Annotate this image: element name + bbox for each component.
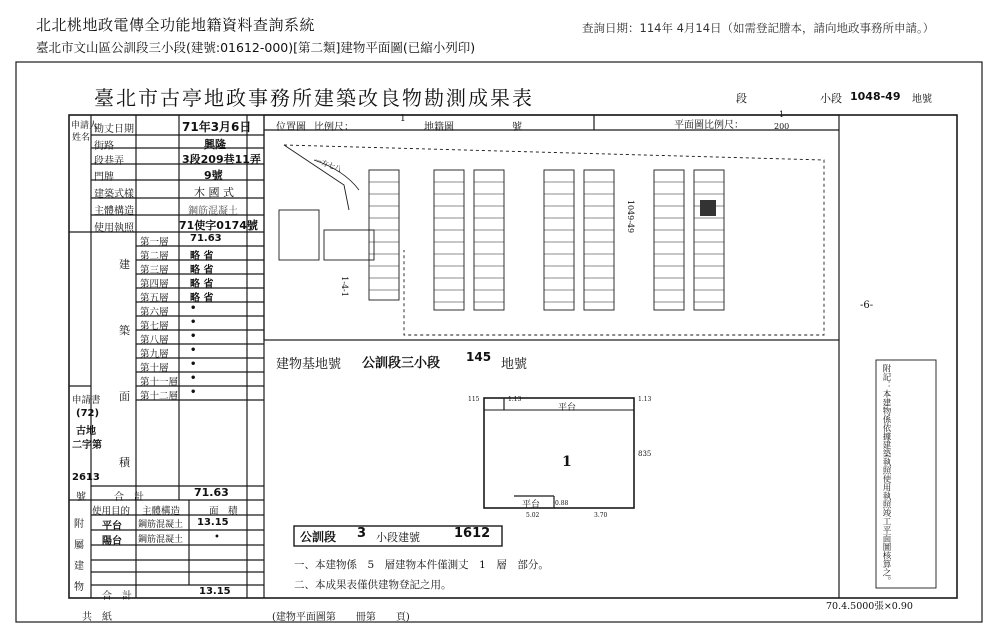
street-value: 興隆	[204, 138, 226, 151]
name-header: 姓名	[72, 133, 91, 143]
lane-label: 段巷弄	[94, 156, 124, 167]
floor-area-value: •	[190, 303, 197, 314]
map-north-annotation: 一方七八	[313, 156, 343, 174]
annex-row-1-structure: 鋼筋混凝土	[138, 520, 184, 530]
base-suffix: 地號	[501, 357, 528, 372]
dim-bottom-b: 3.70	[594, 512, 608, 519]
annex-header-use: 使用目的	[92, 506, 131, 517]
annex-row-2-use: 陽台	[102, 536, 122, 547]
footer-reference: (建物平面圖第 冊第 頁)	[272, 612, 410, 623]
query-date: 查詢日期：114年 4月14日（如需登記謄本，請向地政事務所申請。）	[582, 21, 935, 35]
footer-print-code: 70.4.5000張×0.90	[826, 601, 913, 612]
applicant-line-3: 二字第	[72, 440, 102, 451]
floor-label: 第十層	[140, 363, 169, 374]
floor-label: 第二層	[140, 251, 169, 262]
side-mark: -6-	[860, 300, 874, 311]
floor-plan-bottom-annex: 平台	[522, 500, 541, 510]
floor-area-value: 略 省	[190, 251, 214, 262]
floor-plan-top-annex: 平台	[558, 403, 577, 413]
floor-label: 第八層	[140, 335, 169, 346]
annex-label-2: 屬	[74, 540, 84, 551]
annex-row-1-area: 13.15	[197, 517, 229, 528]
subsection-label: 小段	[820, 92, 842, 105]
note-2: 二、本成果表僅供建物登記之用。	[294, 579, 452, 591]
floor-area-value: 略 省	[190, 293, 214, 304]
style-label: 建築式樣	[94, 189, 134, 200]
map-scale-value: 1	[400, 114, 406, 124]
map-number-annotation: 1049-49	[626, 199, 636, 234]
applicant-label: 申請書	[72, 395, 101, 406]
floor-label: 第三層	[140, 265, 169, 276]
doorplate-value: 9號	[204, 169, 223, 182]
floor-label: 第四層	[140, 279, 169, 290]
structure-label: 主體構造	[94, 206, 134, 217]
total-value: 71.63	[194, 486, 229, 499]
note-1: 一、本建物係 5 層建物本件僅測丈 1 層 部分。	[294, 559, 549, 571]
floor-area-value: 71.63	[190, 233, 222, 244]
applicant-line-5: 號	[76, 492, 86, 503]
sheet-label: 號	[512, 122, 522, 133]
plan-scale-value: 1	[779, 110, 785, 119]
total-label: 合 計	[114, 492, 144, 503]
floor-plan-unit-label: 1	[562, 454, 572, 470]
map-corner-annotation: 1-4-1	[339, 276, 349, 297]
dim-right: 835	[638, 450, 652, 458]
scanned-survey-form	[14, 60, 986, 635]
floor-area-value: •	[190, 359, 197, 370]
dim-top-b: 1.13	[638, 396, 652, 403]
system-title: 北北桃地政電傳全功能地籍資料查詢系統	[36, 16, 316, 34]
lane-value: 3段209巷11弄	[182, 153, 261, 166]
zoning-label: 地籍圖	[424, 122, 454, 133]
applicant-line-4: 2613	[72, 472, 100, 483]
map-scale-label: 比例尺：	[314, 122, 354, 133]
dim-top-left: 115	[468, 396, 480, 403]
title-section-label: 段	[736, 92, 747, 105]
dim-bottom-a: 5.02	[526, 512, 540, 519]
annex-row-1-use: 平台	[102, 521, 122, 532]
annex-header-area: 面 積	[209, 506, 238, 517]
base-number: 145	[466, 350, 492, 364]
permit-value: 71使字0174號	[179, 219, 258, 232]
document-subtitle: 臺北市文山區公訓段三小段(建號:01612-000)[第二類]建物平面圖(已縮小列印)	[36, 40, 476, 55]
floor-label: 第十一層	[140, 377, 179, 388]
annex-total-value: 13.15	[199, 586, 231, 597]
dim-bottom-c: 0.88	[555, 500, 569, 507]
form-title: 臺北市古亭地政事務所建築改良物勘測成果表	[94, 86, 534, 110]
annex-label-1: 附	[74, 519, 84, 530]
annex-total-label: 合 計	[102, 591, 132, 602]
floor-label: 第五層	[140, 293, 169, 304]
area-label-4: 積	[119, 456, 130, 469]
floor-area-value: •	[190, 373, 197, 384]
base-section: 公訓段三小段	[362, 356, 441, 371]
dim-top-a: 1.13	[508, 396, 522, 403]
floor-area-value: •	[190, 387, 197, 398]
survey-date-label: 勘丈日期	[94, 124, 134, 135]
footer-small: 共 紙	[82, 612, 112, 623]
annex-row-2-structure: 鋼筋混凝土	[138, 535, 184, 545]
page-header	[0, 0, 1000, 58]
floor-label: 第七層	[140, 321, 169, 332]
street-label: 街路	[94, 141, 114, 152]
annex-label-3: 建	[74, 561, 84, 572]
floor-area-value: •	[190, 317, 197, 328]
stamp-suffix: 小段建號	[376, 531, 420, 544]
plan-scale-denominator: 200	[774, 122, 790, 131]
stamp-section: 公訓段	[300, 530, 337, 544]
applicant-line-1: (72)	[76, 408, 100, 419]
permit-label: 使用執照	[94, 223, 134, 234]
structure-value: 鋼筋混凝土	[188, 206, 238, 217]
floor-label: 第六層	[140, 307, 169, 318]
area-label-1: 建	[119, 258, 130, 271]
stamp-number: 1612	[454, 526, 491, 541]
floor-area-value: 略 省	[190, 279, 214, 290]
land-number-suffix: 地號	[912, 94, 932, 105]
land-number: 1048-49	[850, 90, 901, 103]
applicant-header: 申請人	[71, 121, 99, 131]
area-label-2: 築	[119, 324, 130, 337]
annex-row-2-area: •	[214, 532, 220, 543]
floor-area-value: •	[190, 331, 197, 342]
plan-scale-label: 平面圖比例尺：	[674, 120, 744, 131]
location-map-label: 位置圖	[276, 122, 306, 133]
floor-label: 第十二層	[140, 391, 179, 402]
side-note: 附記：本建物係依據建築執照使用執照竣工平面圖核算之。	[881, 364, 891, 585]
floor-area-value: 略 省	[190, 265, 214, 276]
survey-date-value: 71年3月6日	[182, 120, 252, 134]
doorplate-label: 門牌	[94, 172, 114, 183]
floor-label: 第一層	[140, 237, 169, 248]
applicant-line-2: 古地	[76, 426, 96, 437]
style-value: 木 國 式	[194, 186, 234, 199]
floor-label: 第九層	[140, 349, 169, 360]
annex-label-4: 物	[74, 582, 84, 593]
area-label-3: 面	[119, 390, 130, 403]
floor-area-value: •	[190, 345, 197, 356]
base-label: 建物基地號	[276, 357, 342, 372]
annex-header-structure: 主體構造	[142, 506, 181, 517]
stamp-subsection: 3	[357, 526, 367, 541]
